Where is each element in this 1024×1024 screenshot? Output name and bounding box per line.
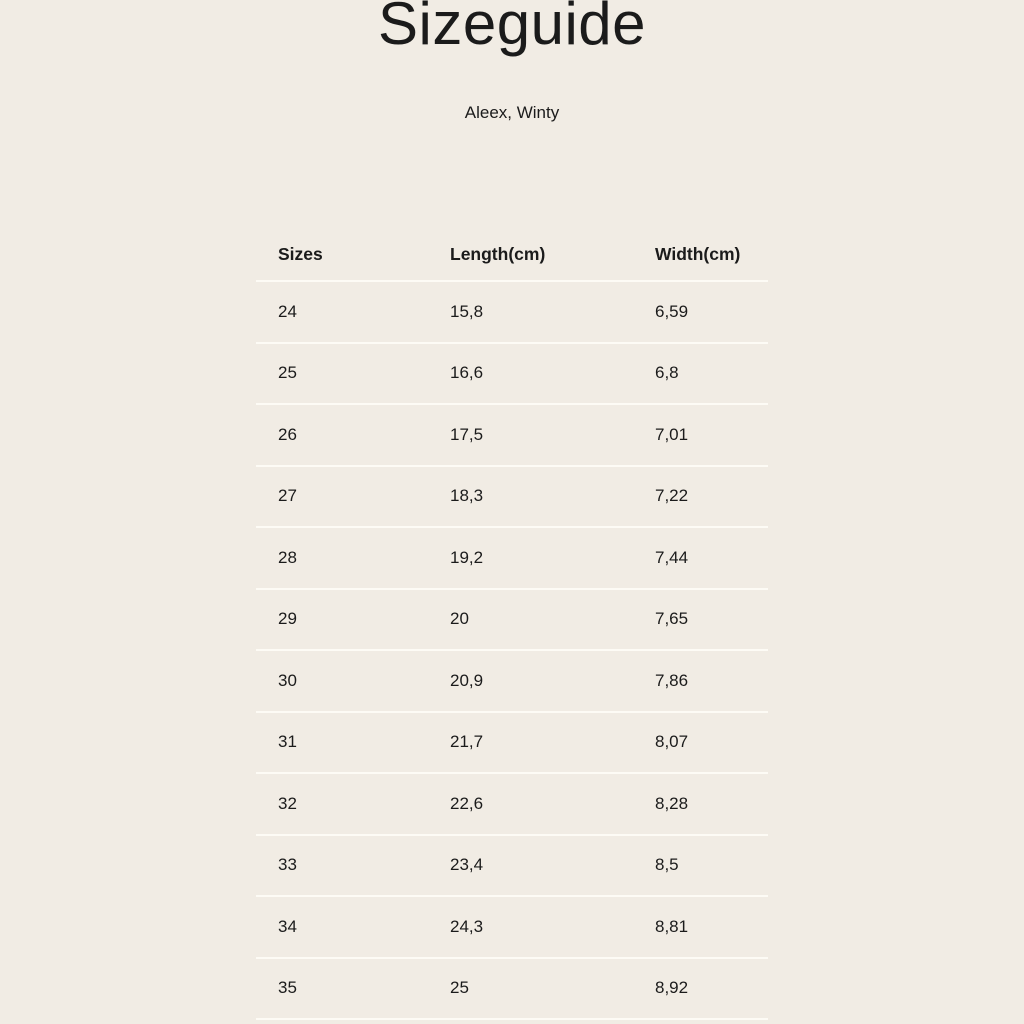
size-cell: 33 bbox=[278, 855, 297, 875]
table-row bbox=[256, 405, 768, 467]
table-row bbox=[256, 282, 768, 344]
width-cell: 7,01 bbox=[655, 424, 689, 444]
width-cell: 7,86 bbox=[655, 670, 689, 690]
width-cell: 8,81 bbox=[655, 916, 689, 936]
table-row bbox=[256, 836, 768, 898]
length-cell: 19,2 bbox=[450, 547, 484, 567]
table-row bbox=[256, 528, 768, 590]
length-cell: 20 bbox=[450, 609, 469, 629]
width-cell: 7,65 bbox=[655, 609, 689, 629]
table-row bbox=[256, 713, 768, 775]
length-cell: 17,5 bbox=[450, 424, 484, 444]
length-cell: 20,9 bbox=[450, 670, 484, 690]
size-guide-table bbox=[256, 229, 768, 1020]
size-cell: 35 bbox=[278, 978, 297, 998]
table-header-row bbox=[256, 229, 768, 282]
size-cell: 30 bbox=[278, 670, 297, 690]
table-row bbox=[256, 774, 768, 836]
table-row bbox=[256, 959, 768, 1021]
table-row bbox=[256, 897, 768, 959]
size-cell: 34 bbox=[278, 916, 297, 936]
table-row bbox=[256, 651, 768, 713]
width-cell: 8,92 bbox=[655, 978, 689, 998]
width-cell: 6,59 bbox=[655, 301, 689, 321]
length-cell: 24,3 bbox=[450, 916, 484, 936]
size-cell: 29 bbox=[278, 609, 297, 629]
table-row bbox=[256, 344, 768, 406]
size-cell: 25 bbox=[278, 363, 297, 383]
width-cell: 7,22 bbox=[655, 486, 689, 506]
length-cell: 15,8 bbox=[450, 301, 484, 321]
size-cell: 31 bbox=[278, 732, 297, 752]
length-cell: 23,4 bbox=[450, 855, 484, 875]
column-header-width: Width(cm) bbox=[655, 244, 741, 264]
table-row bbox=[256, 467, 768, 529]
width-cell: 7,44 bbox=[655, 547, 689, 567]
column-header-length: Length(cm) bbox=[450, 244, 546, 264]
page-title: Sizeguide bbox=[377, 0, 647, 57]
length-cell: 18,3 bbox=[450, 486, 484, 506]
size-cell: 24 bbox=[278, 301, 297, 321]
size-cell: 26 bbox=[278, 424, 297, 444]
size-cell: 28 bbox=[278, 547, 297, 567]
width-cell: 6,8 bbox=[655, 363, 679, 383]
width-cell: 8,28 bbox=[655, 793, 689, 813]
length-cell: 16,6 bbox=[450, 363, 484, 383]
page-subtitle: Aleex, Winty bbox=[464, 103, 560, 122]
width-cell: 8,5 bbox=[655, 855, 679, 875]
width-cell: 8,07 bbox=[655, 732, 689, 752]
size-cell: 27 bbox=[278, 486, 297, 506]
length-cell: 22,6 bbox=[450, 793, 484, 813]
length-cell: 21,7 bbox=[450, 732, 484, 752]
size-cell: 32 bbox=[278, 793, 297, 813]
table-row bbox=[256, 590, 768, 652]
length-cell: 25 bbox=[450, 978, 469, 998]
column-header-sizes: Sizes bbox=[278, 244, 323, 264]
